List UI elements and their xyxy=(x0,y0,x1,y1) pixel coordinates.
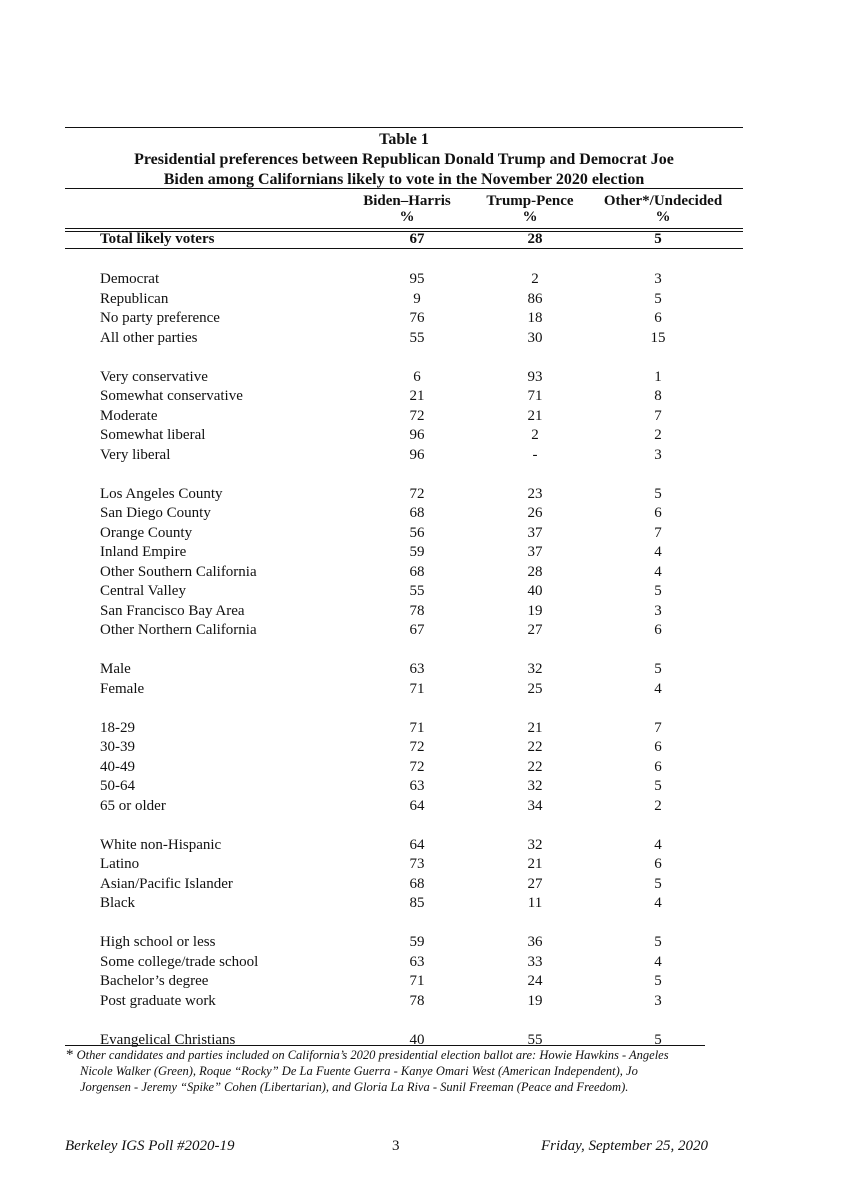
other-undecided-value: 8 xyxy=(654,388,662,404)
other-undecided-value: 5 xyxy=(654,973,662,989)
biden-harris-value: 73 xyxy=(409,856,425,872)
trump-pence-value: 28 xyxy=(527,231,543,247)
table-row xyxy=(100,427,720,447)
biden-harris-value: 55 xyxy=(409,583,425,599)
row-label: Post graduate work xyxy=(100,992,216,1009)
table-row xyxy=(100,369,720,389)
trump-pence-value: 26 xyxy=(527,505,543,521)
biden-harris-value: 71 xyxy=(409,680,425,697)
column-unit: % xyxy=(522,209,538,225)
row-label: Somewhat conservative xyxy=(100,388,243,404)
biden-harris-value: 68 xyxy=(409,563,425,580)
biden-harris-value: 76 xyxy=(409,310,425,326)
table-row xyxy=(100,310,720,330)
trump-pence-value: 21 xyxy=(527,856,543,872)
biden-harris-value: 63 xyxy=(409,953,425,970)
other-undecided-value: 4 xyxy=(654,953,662,970)
column-header-biden-harris xyxy=(342,193,472,225)
trump-pence-value: 55 xyxy=(527,1031,543,1048)
other-undecided-value: 4 xyxy=(654,544,662,560)
row-label: Democrat xyxy=(100,271,160,287)
trump-pence-value: 34 xyxy=(527,797,543,814)
row-label: Inland Empire xyxy=(100,544,187,560)
other-undecided-value: 5 xyxy=(654,583,662,599)
other-undecided-value: 3 xyxy=(654,271,662,287)
biden-harris-value: 6 xyxy=(413,368,421,385)
biden-harris-value: 95 xyxy=(409,271,425,287)
trump-pence-value: 19 xyxy=(527,992,543,1009)
row-label: Male xyxy=(100,661,131,677)
other-undecided-value: 5 xyxy=(654,661,662,677)
row-label: Central Valley xyxy=(100,583,186,599)
other-undecided-value: 15 xyxy=(650,329,666,346)
biden-harris-value: 63 xyxy=(409,778,425,794)
other-undecided-value: 5 xyxy=(654,231,662,247)
table-row xyxy=(100,993,720,1013)
trump-pence-value: 21 xyxy=(527,719,543,736)
trump-pence-value: 32 xyxy=(527,661,543,677)
biden-harris-value: 68 xyxy=(409,505,425,521)
other-undecided-value: 4 xyxy=(654,563,662,580)
table-row xyxy=(100,291,720,311)
row-label: Asian/Pacific Islander xyxy=(100,875,233,892)
other-undecided-value: 5 xyxy=(654,778,662,794)
other-undecided-value: 6 xyxy=(654,856,662,872)
row-label: Female xyxy=(100,680,145,697)
trump-pence-value: 30 xyxy=(527,329,543,346)
footer-date: Friday, September 25, 2020 xyxy=(541,1138,709,1154)
biden-harris-value: 56 xyxy=(409,524,425,541)
trump-pence-value: 86 xyxy=(527,290,543,307)
table-row xyxy=(100,525,720,545)
table-row xyxy=(100,583,720,603)
row-label: Bachelor’s degree xyxy=(100,973,209,989)
table-row xyxy=(100,895,720,915)
table-row xyxy=(100,544,720,564)
biden-harris-value: 68 xyxy=(409,875,425,892)
row-label: Los Angeles County xyxy=(100,485,223,502)
other-undecided-value: 3 xyxy=(654,992,662,1009)
footnote-line-3: Jorgensen - Jeremy “Spike” Cohen (Libertarian), and Gloria La Riva - Sunil Freeman (Peace and Freedom). xyxy=(80,1080,629,1094)
biden-harris-value: 85 xyxy=(409,895,425,911)
table-row xyxy=(100,622,720,642)
row-label: Total likely voters xyxy=(100,231,215,247)
table-row xyxy=(100,837,720,857)
biden-harris-value: 63 xyxy=(409,661,425,677)
trump-pence-value: 93 xyxy=(527,368,543,385)
biden-harris-value: 72 xyxy=(409,739,425,755)
trump-pence-value: 2 xyxy=(531,271,539,287)
trump-pence-value: 23 xyxy=(527,485,543,502)
other-undecided-value: 4 xyxy=(654,680,662,697)
other-undecided-value: 7 xyxy=(654,524,662,541)
row-label: Black xyxy=(100,895,135,911)
trump-pence-value: 24 xyxy=(527,973,543,989)
row-label: Orange County xyxy=(100,524,193,541)
other-undecided-value: 5 xyxy=(654,485,662,502)
biden-harris-value: 71 xyxy=(409,719,425,736)
other-undecided-value: 4 xyxy=(654,895,662,911)
table-row xyxy=(100,330,720,350)
trump-pence-value: 28 xyxy=(527,563,543,580)
trump-pence-value: 33 xyxy=(527,953,543,970)
table-row xyxy=(100,661,720,681)
table-row xyxy=(100,856,720,876)
row-label: Very liberal xyxy=(100,446,171,463)
trump-pence-value: 2 xyxy=(531,427,539,443)
table-title-line-1: Presidential preferences between Republican Donald Trump and Democrat Joe xyxy=(134,151,674,168)
other-undecided-value: 3 xyxy=(654,602,662,619)
trump-pence-value: 36 xyxy=(527,934,543,950)
biden-harris-value: 78 xyxy=(409,992,425,1009)
other-undecided-value: 7 xyxy=(654,407,662,424)
table-row xyxy=(100,505,720,525)
page-number: 3 xyxy=(392,1138,400,1154)
column-name: Other*/Undecided xyxy=(603,193,723,209)
biden-harris-value: 64 xyxy=(409,836,425,853)
trump-pence-value: 18 xyxy=(527,310,543,326)
table-row xyxy=(100,973,720,993)
biden-harris-value: 96 xyxy=(409,446,425,463)
table-row xyxy=(100,681,720,701)
other-undecided-value: 7 xyxy=(654,719,662,736)
table-row xyxy=(100,388,720,408)
row-label: Somewhat liberal xyxy=(100,427,206,443)
footnote-line-2: Nicole Walker (Green), Roque “Rocky” De La Fuente Guerra - Kanye Omari West (American Independent), Jo xyxy=(80,1064,638,1078)
trump-pence-value: 71 xyxy=(527,388,543,404)
table-row xyxy=(100,934,720,954)
table-row xyxy=(100,778,720,798)
biden-harris-value: 9 xyxy=(413,290,421,307)
other-undecided-value: 6 xyxy=(654,622,662,638)
table-top-rule xyxy=(65,127,743,128)
row-label: 18-29 xyxy=(100,719,135,736)
other-undecided-value: 2 xyxy=(654,427,662,443)
table-row xyxy=(100,798,720,818)
table-row xyxy=(100,876,720,896)
biden-harris-value: 67 xyxy=(409,231,425,247)
trump-pence-value: 37 xyxy=(527,524,543,541)
trump-pence-value: 40 xyxy=(527,583,543,599)
other-undecided-value: 5 xyxy=(654,875,662,892)
table-row xyxy=(100,720,720,740)
other-undecided-value: 6 xyxy=(654,505,662,521)
row-label: San Francisco Bay Area xyxy=(100,602,245,619)
table-row xyxy=(100,564,720,584)
trump-pence-value: 27 xyxy=(527,622,543,638)
biden-harris-value: 40 xyxy=(409,1031,425,1048)
row-label: 30-39 xyxy=(100,739,135,755)
other-undecided-value: 4 xyxy=(654,836,662,853)
column-name: Trump-Pence xyxy=(486,193,574,209)
other-undecided-value: 5 xyxy=(654,1031,662,1048)
biden-harris-value: 78 xyxy=(409,602,425,619)
total-likely-voters-row xyxy=(100,231,720,251)
biden-harris-value: 72 xyxy=(409,407,425,424)
table-number: Table 1 xyxy=(379,131,429,148)
table-title-line-2: Biden among Californians likely to vote in the November 2020 election xyxy=(163,171,645,188)
row-label: 50-64 xyxy=(100,778,135,794)
row-label: 40-49 xyxy=(100,758,135,775)
column-header-trump-pence xyxy=(465,193,595,225)
column-unit: % xyxy=(655,209,671,225)
trump-pence-value: 11 xyxy=(527,895,543,911)
column-unit: % xyxy=(399,209,415,225)
table-row xyxy=(100,739,720,759)
biden-harris-value: 71 xyxy=(409,973,425,989)
other-undecided-value: 1 xyxy=(654,368,662,385)
row-label: Other Northern California xyxy=(100,622,257,638)
footer-poll-id: Berkeley IGS Poll #2020-19 xyxy=(65,1138,235,1154)
other-undecided-value: 3 xyxy=(654,446,662,463)
trump-pence-value: 21 xyxy=(527,407,543,424)
table-row xyxy=(100,486,720,506)
trump-pence-value: 27 xyxy=(527,875,543,892)
biden-harris-value: 96 xyxy=(409,427,425,443)
other-undecided-value: 6 xyxy=(654,310,662,326)
row-label: All other parties xyxy=(100,329,198,346)
trump-pence-value: - xyxy=(532,446,538,463)
biden-harris-value: 59 xyxy=(409,544,425,560)
footnote xyxy=(66,1047,766,1095)
table-row xyxy=(100,603,720,623)
table-row xyxy=(100,271,720,291)
other-undecided-value: 6 xyxy=(654,739,662,755)
row-label: Other Southern California xyxy=(100,563,257,580)
biden-harris-value: 64 xyxy=(409,797,425,814)
other-undecided-value: 6 xyxy=(654,758,662,775)
trump-pence-value: 37 xyxy=(527,544,543,560)
trump-pence-value: 22 xyxy=(527,758,543,775)
trump-pence-value: 32 xyxy=(527,836,543,853)
other-undecided-value: 5 xyxy=(654,290,662,307)
row-label: San Diego County xyxy=(100,505,211,521)
table-row xyxy=(100,408,720,428)
row-label: Some college/trade school xyxy=(100,953,259,970)
biden-harris-value: 21 xyxy=(409,388,425,404)
biden-harris-value: 59 xyxy=(409,934,425,950)
row-label: High school or less xyxy=(100,934,216,950)
footnote-line-1: Other candidates and parties included on California’s 2020 presidential election ballot are: Howie Hawkins - Angeles xyxy=(76,1048,669,1062)
row-label: Very conservative xyxy=(100,368,208,385)
footnote-marker: * xyxy=(66,1047,74,1063)
row-label: Latino xyxy=(100,856,140,872)
other-undecided-value: 5 xyxy=(654,934,662,950)
row-label: Republican xyxy=(100,290,169,307)
column-header-other-undecided xyxy=(588,193,738,225)
trump-pence-value: 22 xyxy=(527,739,543,755)
biden-harris-value: 72 xyxy=(409,758,425,775)
table-row xyxy=(100,954,720,974)
row-label: White non-Hispanic xyxy=(100,836,222,853)
header-bottom-rule-1 xyxy=(65,228,743,229)
row-label: No party preference xyxy=(100,310,220,326)
biden-harris-value: 55 xyxy=(409,329,425,346)
row-label: Moderate xyxy=(100,407,158,424)
biden-harris-value: 67 xyxy=(409,622,425,638)
row-label: 65 or older xyxy=(100,797,166,814)
column-name: Biden–Harris xyxy=(363,193,451,209)
trump-pence-value: 19 xyxy=(527,602,543,619)
biden-harris-value: 72 xyxy=(409,485,425,502)
trump-pence-value: 32 xyxy=(527,778,543,794)
other-undecided-value: 2 xyxy=(654,797,662,814)
table-row xyxy=(100,447,720,467)
table-row xyxy=(100,759,720,779)
row-label: Evangelical Christians xyxy=(100,1031,236,1048)
trump-pence-value: 25 xyxy=(527,680,543,697)
